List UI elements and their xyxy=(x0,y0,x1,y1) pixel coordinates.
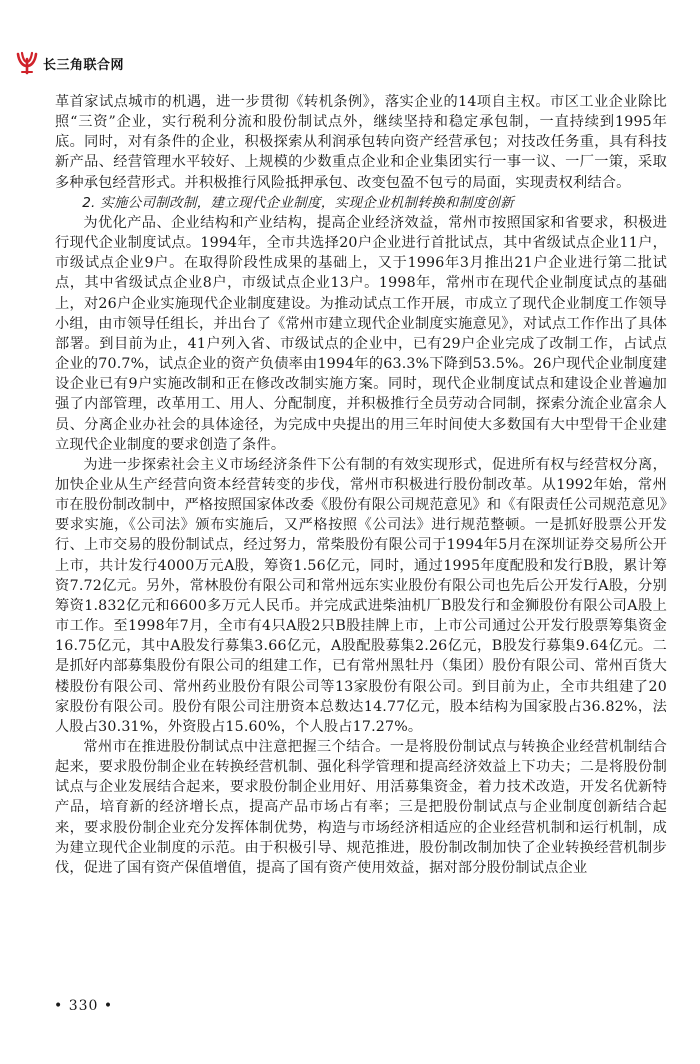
page-header xyxy=(16,50,124,76)
paragraph: 为进一步探索社会主义市场经济条件下公有制的有效实现形式，促进所有权与经营权分离，加快企业从生产经营向资本经营转变的步伐，常州市积极进行股份制改革。从1992年始，常州市在股份制改制中，严格按照国家体改委《股份有限公司规范意见》和《有限责任公司规范意见》要求实施，《公司法》颁布实施后，又严格按照《公司法》进行规范整顿。一是抓好股票公开发行、上市交易的股份制试点，经过努力，常柴股份有限公司于1994年5月在深圳证券交易所公开上市，共计发行4000万元A股，筹资1.56亿元，同时，通过1995年度配股和发行B股，累计筹资7.72亿元。另外，常林股份有限公司和常州远东实业股份有限公司也先后公开发行A股，分别筹资1.832亿元和6600多万元人民币。并完成武进柴油机厂B股发行和金狮股份有限公司A股上市工作。至1998年7月，全市有4只A股2只B股挂牌上市，上市公司通过公开发行股票筹集资金16.75亿元，其中A股发行募集3.66亿元，A股配股募集2.26亿元，B股发行募集9.64亿元。二是抓好内部募集股份有限公司的组建工作，已有常州黑牡丹（集团）股份有限公司、常州百货大楼股份有限公司、常州药业股份有限公司等13家股份有限公司。到目前为止，全市共组建了20家股份有限公司。股份有限公司注册资本总数达14.77亿元，股本结构为国家股占36.82%，法人股占30.31%，外资股占15.60%，个人股占17.27%。 xyxy=(55,456,667,735)
section-heading: 2. 实施公司制改制，建立现代企业制度，实现企业机制转换和制度创新 xyxy=(82,194,514,211)
paragraph: 为优化产品、企业结构和产业结构，提高企业经济效益，常州市按照国家和省要求，积极进行现代企业制度试点。1994年，全市共选择20户企业进行首批试点，其中省级试点企业11户，市级试点企业9户。在取得阶段性成果的基础上，又于1996年3月推出21户企业进行第二批试点，其中省级试点企业8户，市级试点企业13户。1998年，常州市在现代企业制度试点的基础上，对26户企业实施现代企业制度建设。为推动试点工作开展，市成立了现代企业制度工作领导小组，由市领导任组长，并出台了《常州市建立现代企业制度实施意见》，对试点工作作出了具体部署。到目前为止，41户列入省、市级试点的企业中，已有29户企业完成了改制工作，占试点企业的70.7%，试点企业的资产负债率由1994年的63.3%下降到53.5%。26户现代企业制度建设企业已有9户实施改制和正在修改改制实施方案。同时，现代企业制度试点和建设企业普遍加强了内部管理，改革用工、用人、分配制度，并积极推行全员劳动合同制，探索分流企业富余人员、分离企业办社会的具体途径，为完成中央提出的用三年时间使大多数国有大中型骨干企业建立现代企业制度的要求创造了条件。 xyxy=(55,214,667,453)
paragraph: 革首家试点城市的机遇，进一步贯彻《转机条例》，落实企业的14项自主权。市区工业企业除比照“三资”企业，实行税利分流和股份制试点外，继续坚持和稳定承包制，一直持续到1995年底。同时，对有条件的企业，积极探索从利润承包转向资产经营承包；对技改任务重，具有科技新产品、经营管理水平较好、上规模的少数重点企业和企业集团实行一事一议、一厂一策，采取多种承包经营形式。并积极推行风险抵押承包、改变包盈不包亏的局面，实现责权利结合。 xyxy=(55,94,667,191)
yangtze-delta-logo-icon xyxy=(16,51,38,75)
site-name: 长三角联合网 xyxy=(43,57,125,73)
page-number: • 330 • xyxy=(54,998,114,1014)
body-text xyxy=(55,92,667,878)
paragraph: 常州市在推进股份制试点中注意把握三个结合。一是将股份制试点与转换企业经营机制结合起来，要求股份制企业在转换经营机制、强化科学管理和提高经济效益上下功夫；二是将股份制试点与企业发展结合起来，要求股份制企业用好、用活募集资金，着力技术改造，开发名优新特产品，培育新的经济增长点，提高产品市场占有率；三是把股份制试点与企业制度创新结合起来，要求股份制企业充分发挥体制优势，构造与市场经济相适应的企业经营机制和运行机制，成为建立现代企业制度的示范。由于积极引导、规范推进，股份制改制加快了企业转换经营机制步伐，促进了国有资产保值增值，提高了国有资产使用效益，据对部分股份制试点企业 xyxy=(55,739,667,876)
